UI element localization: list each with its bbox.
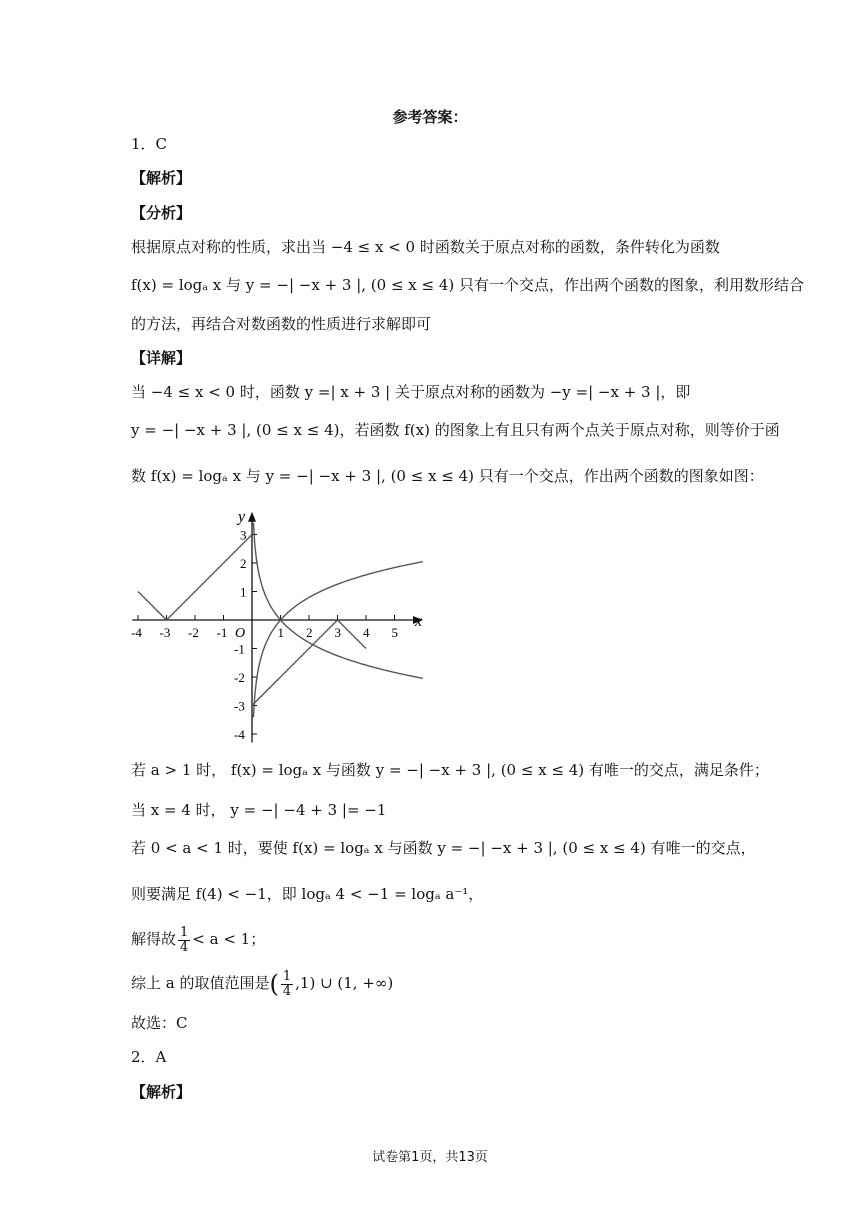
range-fraction-den: 4: [282, 983, 292, 999]
y-tick-label: 3: [240, 527, 247, 543]
range-line: [131, 966, 393, 1001]
choose-line: 故选：C: [131, 1014, 188, 1032]
x-tick-label: -1: [216, 625, 228, 640]
analysis-line-1: 根据原点对称的性质，求出当 −4 ≤ x < 0 时函数关于原点对称的函数，条件转化为函数: [131, 238, 720, 256]
function-graph: [128, 503, 428, 743]
range-fraction-num: 1: [282, 968, 292, 984]
x-tick-label: -3: [159, 625, 171, 640]
section-xiangjie-1: 【详解】: [131, 349, 192, 367]
solve-line: [131, 922, 265, 956]
page-footer: 试卷第1页，共13页: [372, 1150, 488, 1165]
range-fraction: [281, 970, 293, 999]
solve-fraction-num: 1: [180, 924, 189, 940]
section-jiexi-2: 【解析】: [131, 1083, 192, 1101]
origin-label: O: [235, 626, 246, 641]
case-line-2: 当 x = 4 时， y = −| −4 + 3 |= −1: [131, 801, 387, 819]
y-axis-label: y: [238, 508, 246, 526]
series-line-1: [138, 535, 252, 621]
range-prefix: 综上 a 的取值范围是: [131, 974, 270, 992]
range-suffix: ,1) ∪ (1, +∞): [295, 974, 394, 992]
y-tick-label: -1: [234, 641, 245, 657]
x-tick-label: 5: [391, 625, 398, 640]
y-tick-label: -3: [234, 698, 245, 714]
y-axis-arrow: [248, 512, 256, 522]
solve-fraction: [178, 926, 190, 955]
x-tick-label: 1: [277, 625, 284, 640]
case-line-1: 若 a > 1 时， f(x) = logₐ x 与函数 y = −| −x + 3 |, (0 ≤ x ≤ 4) 有唯一的交点，满足条件；: [131, 761, 769, 779]
x-tick-label: -2: [188, 625, 199, 640]
x-tick-label: 4: [363, 625, 370, 640]
solve-suffix: < a < 1；: [192, 930, 266, 948]
series-curve-4: [253, 523, 423, 679]
analysis-line-3: 的方法，再结合对数函数的性质进行求解即可: [131, 315, 432, 333]
section-jiexi-1: 【解析】: [131, 169, 192, 187]
page-title: 参考答案：: [392, 108, 468, 126]
analysis-line-2: f(x) = logₐ x 与 y = −| −x + 3 |, (0 ≤ x ≤ 4) 只有一个交点，作出两个函数的图象，利用数形结合: [131, 276, 805, 294]
case-line-4: 则要满足 f(4) < −1，即 logₐ 4 < −1 = logₐ a⁻¹，: [131, 885, 484, 903]
answer-2: 2．A: [131, 1048, 167, 1066]
answer-1: 1．C: [131, 135, 168, 153]
case-line-3: 若 0 < a < 1 时，要使 f(x) = logₐ x 与函数 y = −| −x + 3 |, (0 ≤ x ≤ 4) 有唯一的交点，: [131, 839, 756, 857]
solve-fraction-den: 4: [180, 939, 189, 955]
y-tick-label: -4: [234, 727, 245, 742]
solve-prefix: 解得故: [131, 930, 177, 948]
range-open-paren: (: [269, 970, 279, 998]
x-tick-label: 2: [306, 625, 313, 640]
y-tick-label: 1: [240, 584, 247, 600]
x-axis-label: x: [415, 613, 423, 630]
x-tick-label: 3: [334, 625, 341, 640]
detail-line-1: 当 −4 ≤ x < 0 时，函数 y =| x + 3 | 关于原点对称的函数为 −y =| −x + 3 |，即: [131, 383, 691, 401]
detail-line-3: 数 f(x) = logₐ x 与 y = −| −x + 3 |, (0 ≤ x ≤ 4) 只有一个交点，作出两个函数的图象如图：: [131, 467, 764, 485]
x-tick-label: -4: [131, 625, 142, 640]
y-tick-label: 2: [240, 556, 247, 571]
detail-line-2: y = −| −x + 3 |, (0 ≤ x ≤ 4)，若函数 f(x) 的图象上有且只有两个点关于原点对称，则等价于函: [131, 421, 780, 439]
section-fenxi-1: 【分析】: [131, 204, 192, 222]
y-tick-label: -2: [234, 670, 245, 685]
